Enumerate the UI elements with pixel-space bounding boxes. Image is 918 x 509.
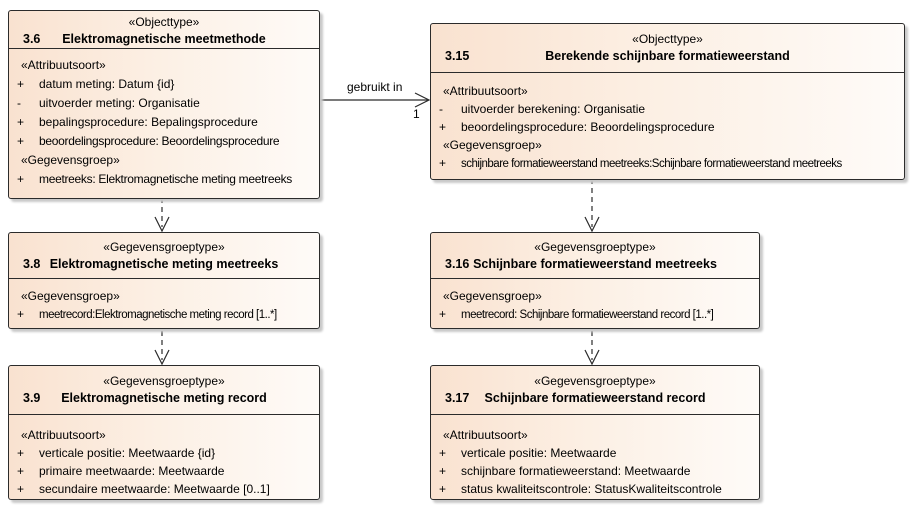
attribute-text: schijnbare formatieweerstand: Meetwaarde — [461, 464, 691, 478]
attribute-row — [9, 444, 319, 462]
visibility-prefix: + — [17, 464, 25, 478]
attribute-row — [431, 154, 904, 173]
visibility-prefix: - — [439, 102, 443, 116]
attribute-row — [9, 462, 319, 480]
open-arrowhead-icon — [585, 350, 599, 364]
stereotype-label: «Gegevensgroeptype» — [103, 374, 225, 388]
attribute-text: verticale positie: Meetwaarde {id} — [39, 446, 216, 460]
visibility-prefix: + — [17, 172, 25, 186]
visibility-prefix: + — [17, 115, 25, 129]
node-number: 3.8 — [23, 257, 41, 271]
attribute-row — [9, 75, 319, 94]
section-heading: «Gegevensgroep» — [21, 153, 120, 167]
node-elektromagnetische-meetmethode — [8, 10, 320, 199]
attribute-row — [431, 462, 759, 480]
visibility-prefix: + — [439, 464, 447, 478]
visibility-prefix: - — [17, 96, 21, 110]
node-body — [431, 73, 904, 173]
attribute-row — [9, 480, 319, 498]
stereotype-label: «Gegevensgroeptype» — [103, 240, 225, 254]
open-arrowhead-icon — [415, 93, 429, 107]
attribute-text: schijnbare formatieweerstand meetreeks:Schijnbare formatieweerstand meetreeks — [461, 158, 842, 170]
node-body — [431, 279, 759, 324]
attribute-text: datum meting: Datum {id} — [39, 77, 175, 91]
node-number: 3.6 — [23, 32, 41, 46]
attribute-text: meetrecord: Schijnbare formatieweerstand record [1..*] — [461, 309, 714, 321]
visibility-prefix: + — [17, 482, 25, 496]
attribute-row — [9, 170, 319, 189]
attribute-text: beoordelingsprocedure: Beoordelingsprocedure — [461, 120, 715, 134]
edge-label-gebruikt-in: gebruikt in — [347, 80, 403, 94]
visibility-prefix: + — [17, 307, 25, 321]
visibility-prefix: + — [439, 307, 447, 321]
node-body — [9, 279, 319, 324]
node-title: Elektromagnetische meting meetreeks — [49, 257, 279, 271]
attribute-row — [431, 305, 759, 324]
attribute-text: secundaire meetwaarde: Meetwaarde [0..1] — [39, 482, 270, 496]
attribute-text: verticale positie: Meetwaarde — [461, 446, 617, 460]
attribute-text: uitvoerder berekening: Organisatie — [461, 102, 646, 116]
node-elektromagnetische-meting-record — [8, 365, 320, 500]
visibility-prefix: + — [439, 156, 447, 170]
node-schijnbare-formatieweerstand-meetreeks — [430, 232, 760, 329]
stereotype-label: «Objecttype» — [128, 15, 200, 29]
edge-3.6-to-3.8 — [155, 198, 169, 231]
visibility-prefix: + — [439, 446, 447, 460]
node-header — [431, 233, 759, 279]
edge-3.16-to-3.17 — [585, 331, 599, 364]
visibility-prefix: + — [17, 446, 25, 460]
stereotype-label: «Gegevensgroeptype» — [534, 374, 656, 388]
attribute-text: uitvoerder meting: Organisatie — [39, 96, 200, 110]
section-heading: «Attribuutsoort» — [443, 84, 528, 98]
attribute-text: beoordelingsprocedure: Beoordelingsprocedure — [39, 134, 280, 148]
node-number: 3.15 — [445, 49, 470, 63]
visibility-prefix: + — [439, 482, 447, 496]
node-number: 3.17 — [445, 391, 470, 405]
attribute-row — [431, 100, 904, 118]
attribute-row — [9, 305, 319, 324]
node-elektromagnetische-meting-meetreeks — [8, 232, 320, 329]
attribute-text: primaire meetwaarde: Meetwaarde — [39, 464, 225, 478]
node-title: Elektromagnetische meetmethode — [62, 32, 266, 46]
section-heading: «Attribuutsoort» — [21, 428, 106, 442]
node-title: Berekende schijnbare formatieweerstand — [545, 49, 790, 63]
section-heading: «Attribuutsoort» — [21, 58, 106, 72]
attribute-row — [9, 94, 319, 113]
stereotype-label: «Gegevensgroeptype» — [534, 240, 656, 254]
open-arrowhead-icon — [155, 350, 169, 364]
section-heading: «Attribuutsoort» — [443, 428, 528, 442]
attribute-text: status kwaliteitscontrole: StatusKwaliteitscontrole — [461, 482, 722, 496]
section-heading: «Gegevensgroep» — [443, 138, 542, 152]
stereotype-label: «Objecttype» — [632, 32, 703, 46]
attribute-row — [431, 444, 759, 462]
node-header — [9, 233, 319, 279]
attribute-row — [431, 480, 759, 498]
attribute-text: meetreeks: Elektromagnetische meting meetreeks — [39, 172, 292, 186]
section-heading: «Gegevensgroep» — [443, 289, 542, 303]
node-title: Elektromagnetische meting record — [61, 391, 267, 405]
node-berekende-schijnbare-formatieweerstand — [430, 23, 905, 180]
edge-3.8-to-3.9 — [155, 331, 169, 364]
node-header — [9, 366, 319, 415]
visibility-prefix: + — [17, 134, 25, 148]
node-header — [431, 366, 759, 415]
node-body — [9, 415, 319, 498]
visibility-prefix: + — [439, 120, 447, 134]
visibility-prefix: + — [17, 77, 25, 91]
edge-multiplicity-1: 1 — [413, 107, 420, 121]
open-arrowhead-icon — [585, 217, 599, 231]
node-number: 3.16 — [445, 257, 470, 271]
attribute-row — [9, 132, 319, 151]
attribute-row — [9, 113, 319, 132]
node-title: Schijnbare formatieweerstand meetreeks — [473, 257, 717, 271]
node-number: 3.9 — [23, 391, 41, 405]
node-header — [431, 24, 904, 73]
node-schijnbare-formatieweerstand-record — [430, 365, 760, 500]
attribute-text: bepalingsprocedure: Bepalingsprocedure — [39, 115, 258, 129]
attribute-row — [431, 118, 904, 136]
edge-gebruikt-in — [318, 93, 429, 107]
node-body — [9, 49, 319, 189]
open-arrowhead-icon — [155, 217, 169, 231]
node-body — [431, 415, 759, 498]
node-title: Schijnbare formatieweerstand record — [484, 391, 706, 405]
node-header — [9, 11, 319, 49]
edge-3.15-to-3.16 — [585, 179, 599, 231]
attribute-text: meetrecord:Elektromagnetische meting record [1..*] — [39, 309, 277, 321]
section-heading: «Gegevensgroep» — [21, 289, 120, 303]
